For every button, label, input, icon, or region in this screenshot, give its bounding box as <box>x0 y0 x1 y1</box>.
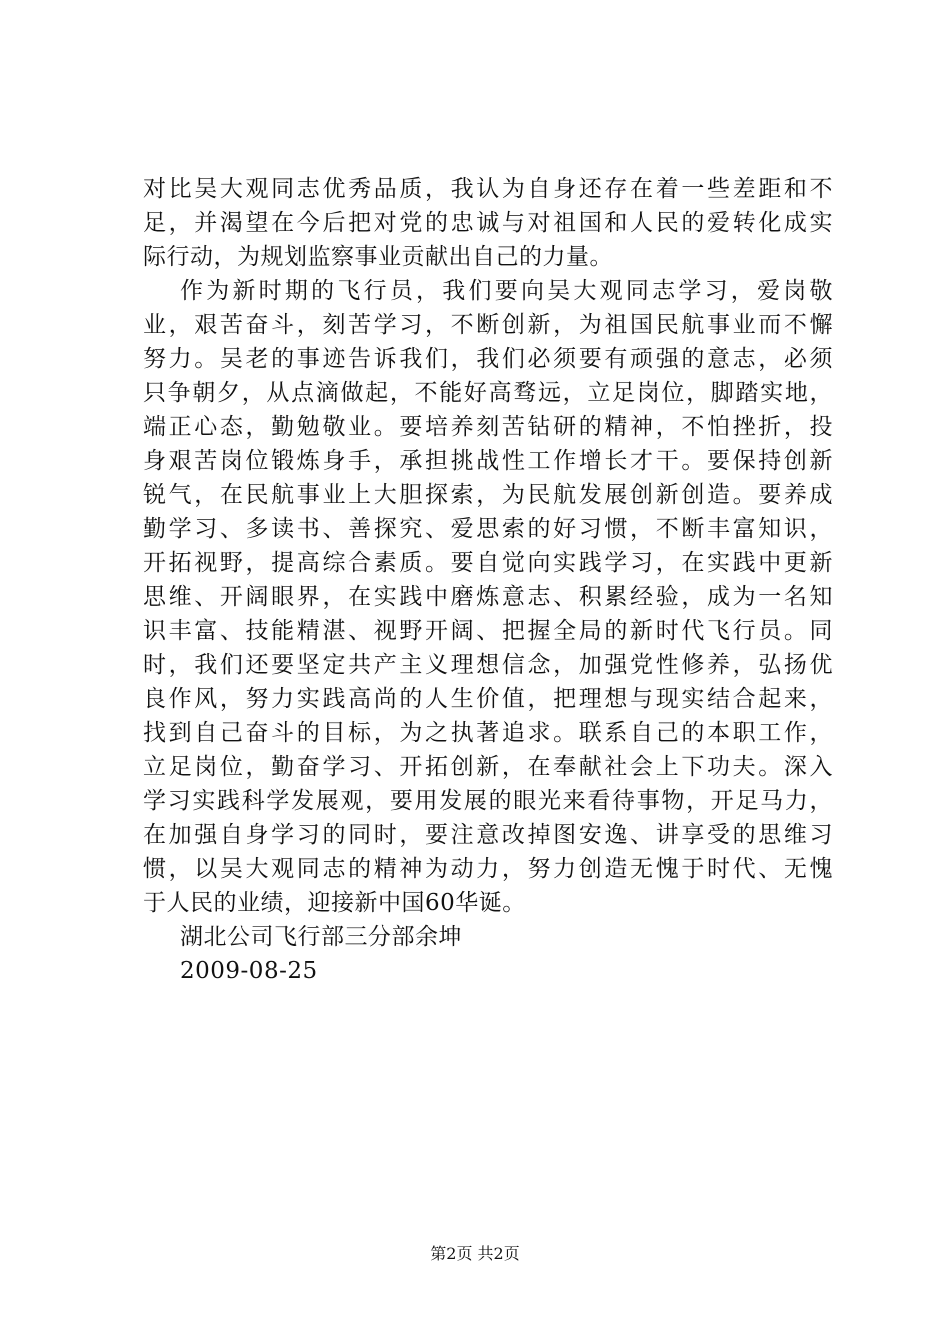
paragraph-line: 惯，以吴大观同志的精神为动力，努力创造无愧于时代、无愧 <box>143 856 833 882</box>
paragraph-line: 学习实践科学发展观，要用发展的眼光来看待事物，开足马力， <box>143 788 833 814</box>
paragraph-line: 开拓视野，提高综合素质。要自觉向实践学习，在实践中更新 <box>143 550 833 576</box>
paragraph-line: 际行动，为规划监察事业贡献出自己的力量。 <box>143 244 613 270</box>
signature-author: 湖北公司飞行部三分部余坤 <box>180 924 462 950</box>
paragraph-line: 识丰富、技能精湛、视野开阔、把握全局的新时代飞行员。同 <box>143 618 833 644</box>
signature-date: 2009-08-25 <box>180 958 318 984</box>
paragraph-line: 业，艰苦奋斗，刻苦学习，不断创新，为祖国民航事业而不懈 <box>143 312 833 338</box>
paragraph-line: 端正心态，勤勉敬业。要培养刻苦钻研的精神，不怕挫折，投 <box>143 414 833 440</box>
paragraph-line: 于人民的业绩，迎接新中国60华诞。 <box>143 890 526 916</box>
paragraph-line: 在加强自身学习的同时，要注意改掉图安逸、讲享受的思维习 <box>143 822 833 848</box>
paragraph-line: 立足岗位，勤奋学习、开拓创新，在奉献社会上下功夫。深入 <box>143 754 833 780</box>
paragraph-line: 时，我们还要坚定共产主义理想信念，加强党性修养，弘扬优 <box>143 652 833 678</box>
page-footer: 第2页 共2页 <box>430 1244 520 1263</box>
paragraph-line: 足，并渴望在今后把对党的忠诚与对祖国和人民的爱转化成实 <box>143 210 833 236</box>
paragraph-line: 勤学习、多读书、善探究、爱思索的好习惯，不断丰富知识， <box>143 516 833 542</box>
paragraph-line: 作为新时期的飞行员，我们要向吴大观同志学习，爱岗敬 <box>180 278 833 304</box>
paragraph-line: 思维、开阔眼界，在实践中磨炼意志、积累经验，成为一名知 <box>143 584 833 610</box>
paragraph-line: 良作风，努力实践高尚的人生价值，把理想与现实结合起来， <box>143 686 833 712</box>
paragraph-line: 努力。吴老的事迹告诉我们，我们必须要有顽强的意志，必须 <box>143 346 833 372</box>
paragraph-line: 只争朝夕，从点滴做起，不能好高骛远，立足岗位，脚踏实地， <box>143 380 833 406</box>
paragraph-line: 对比吴大观同志优秀品质，我认为自身还存在着一些差距和不 <box>143 176 833 202</box>
paragraph-line: 锐气，在民航事业上大胆探索，为民航发展创新创造。要养成 <box>143 482 833 508</box>
paragraph-line: 身艰苦岗位锻炼身手，承担挑战性工作增长才干。要保持创新 <box>143 448 833 474</box>
paragraph-line: 找到自己奋斗的目标，为之执著追求。联系自己的本职工作， <box>143 720 833 746</box>
